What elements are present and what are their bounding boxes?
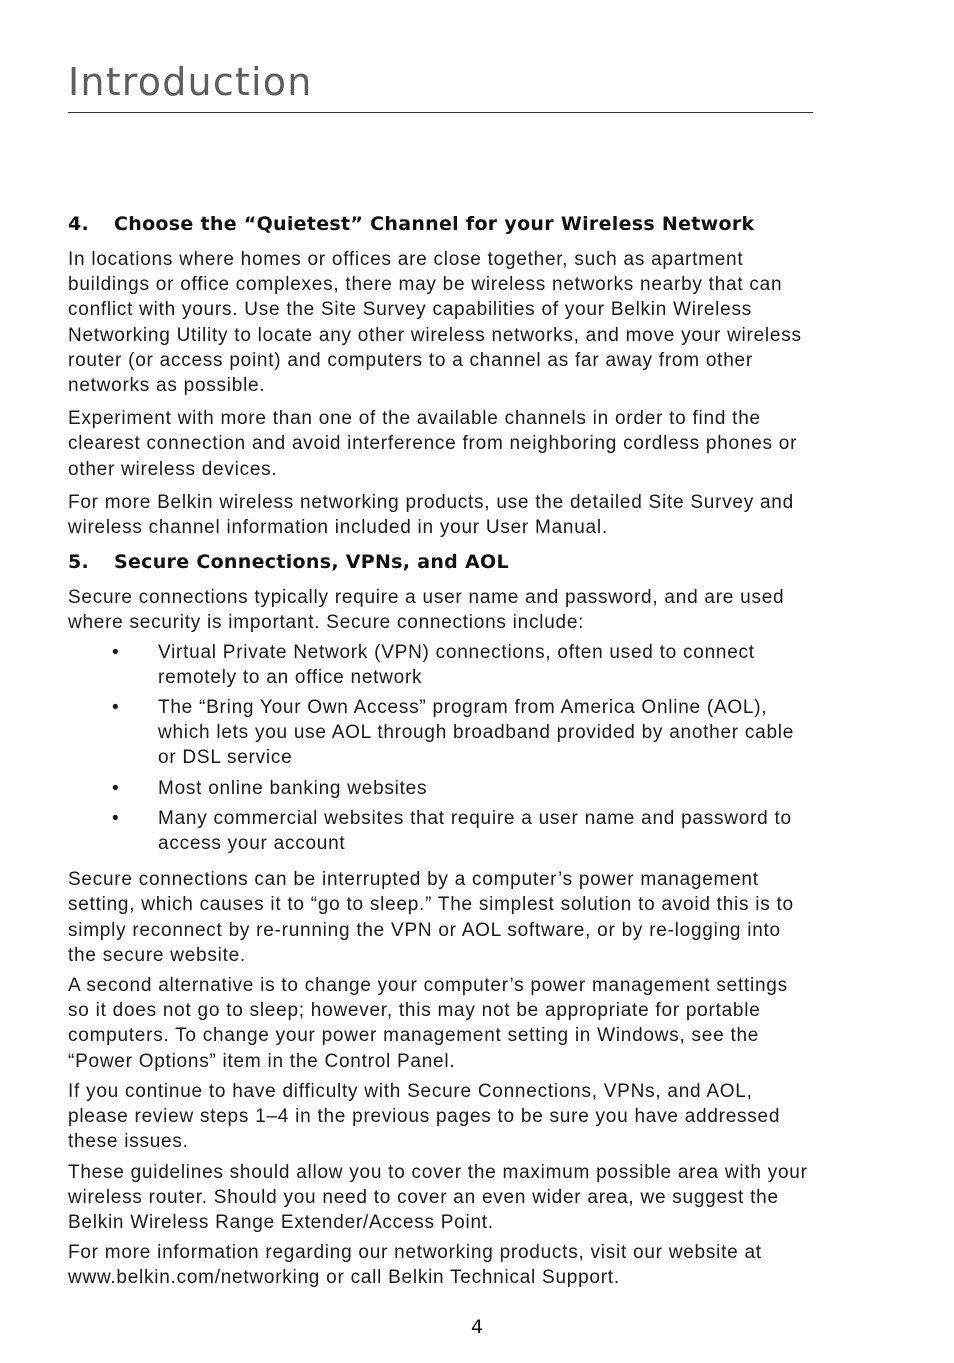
list-item bbox=[68, 640, 808, 690]
section-5-paragraph: If you continue to have difficulty with Secure Connections, VPNs, and AOL, please review steps 1–4 in the previous pages to be sure you have addressed these issues. bbox=[68, 1080, 781, 1153]
list-item-text: The “Bring Your Own Access” program from America Online (AOL), which lets you use AOL through broadband provided by another cable or DSL service bbox=[158, 697, 795, 769]
bullet-icon: • bbox=[112, 777, 120, 799]
list-item bbox=[68, 776, 808, 801]
section-5-paragraph: These guidelines should allow you to cover the maximum possible area with your wireless router. Should you need to cover an even wider area, we suggest the Belkin Wireless Range Extender/Access Point. bbox=[68, 1161, 808, 1233]
bullet-icon: • bbox=[112, 807, 120, 829]
list-item-text: Most online banking websites bbox=[158, 777, 428, 799]
section-4-title: Choose the “Quietest” Channel for your Wireless Network bbox=[114, 213, 755, 235]
section-4-paragraph: In locations where homes or offices are close together, such as apartment buildings or office complexes, there may be wireless networks nearby that can conflict with yours. Use the Site Survey capabilities of your Belkin Wireless Networking Utility to locate any other wireless networks, and move your wireless router (or access point) and computers to a channel as far away from other networks as possible. bbox=[68, 249, 802, 397]
section-5-paragraph: A second alternative is to change your computer’s power management settings so it does not go to sleep; however, this may not be appropriate for portable computers. To change your power management setting in Windows, see the “Power Options” item in the Control Panel. bbox=[68, 975, 788, 1072]
list-item-text: Many commercial websites that require a user name and password to access your account bbox=[158, 807, 792, 855]
page-header-title: Introduction bbox=[68, 60, 313, 104]
section-5-number: 5. bbox=[68, 551, 90, 574]
list-item-text: Virtual Private Network (VPN) connections, often used to connect remotely to an office network bbox=[158, 641, 755, 688]
list-item bbox=[68, 695, 808, 771]
section-5-paragraph: Secure connections can be interrupted by a computer’s power management setting, which causes it to “go to sleep.” The simplest solution to avoid this is to simply reconnect by re-running the VPN or AOL software, or by re-logging into the secure website. bbox=[68, 869, 794, 966]
section-5-paragraph: For more information regarding our networking products, visit our website at www.belkin.com/networking or call Belkin Technical Support. bbox=[68, 1242, 762, 1289]
bullet-icon: • bbox=[112, 641, 120, 663]
section-4-heading bbox=[68, 210, 808, 238]
section-5-title: Secure Connections, VPNs, and AOL bbox=[114, 551, 509, 574]
page-number: 4 bbox=[470, 1316, 484, 1338]
bullet-icon: • bbox=[112, 697, 120, 719]
section-5-heading bbox=[68, 548, 808, 576]
page-content bbox=[68, 210, 808, 1296]
section-5-intro: Secure connections typically require a user name and password, and are used where security is important. Secure connections include: bbox=[68, 587, 785, 634]
section-4-paragraph: Experiment with more than one of the available channels in order to find the clearest connection and avoid interference from neighboring cordless phones or other wireless devices. bbox=[68, 408, 798, 480]
section-4-paragraph: For more Belkin wireless networking products, use the detailed Site Survey and wireless channel information included in your User Manual. bbox=[68, 491, 794, 539]
list-item bbox=[68, 806, 808, 856]
section-4-number: 4. bbox=[68, 213, 90, 235]
secure-connections-list bbox=[68, 640, 808, 857]
header-divider bbox=[68, 112, 813, 113]
